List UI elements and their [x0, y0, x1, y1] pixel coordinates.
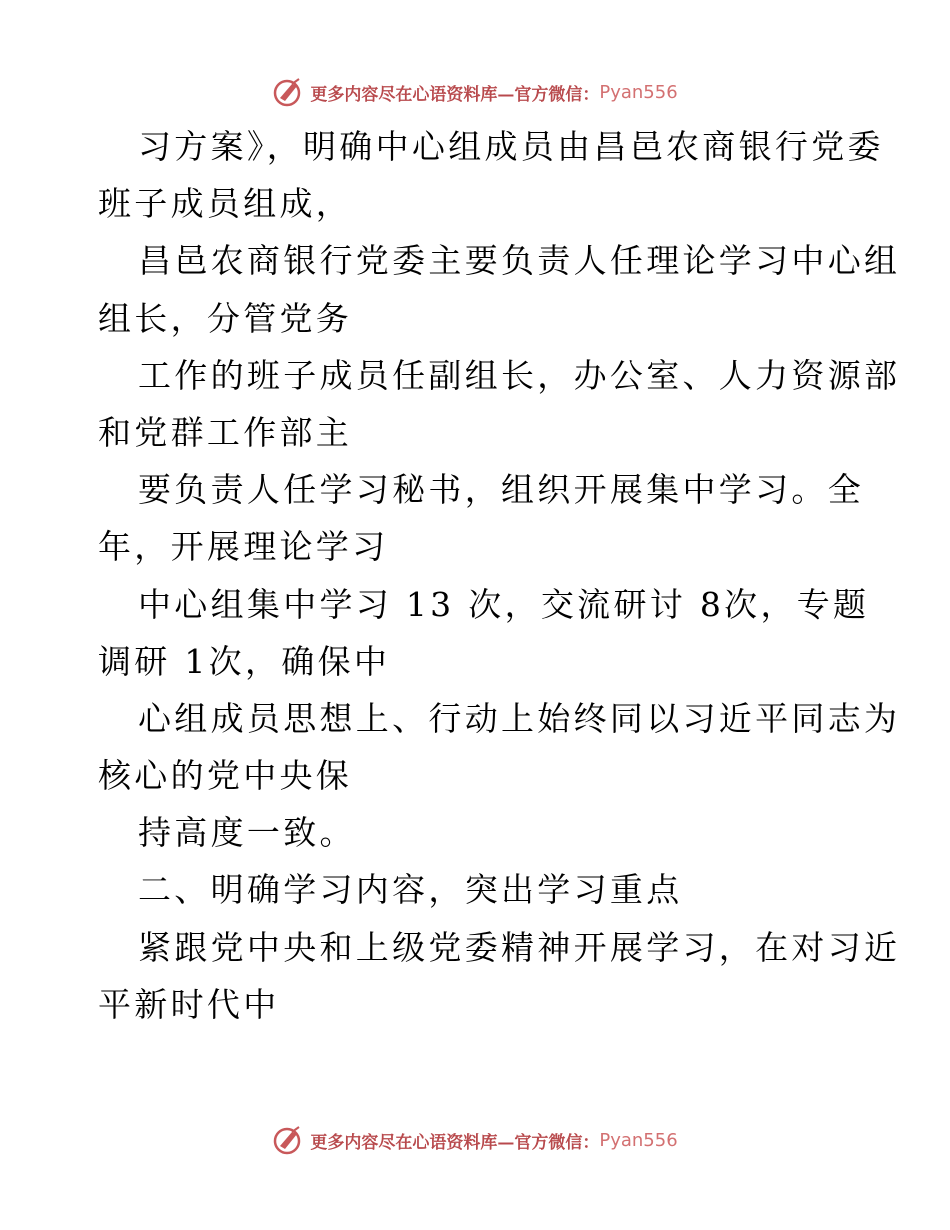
body-line: 心组成员思想上、行动上始终同以习近平同志为 — [138, 698, 901, 738]
body-line: 要负责人任学习秘书，组织开展集中学习。全 — [138, 470, 864, 510]
watermark-text: 更多内容尽在心语资料库—官方微信： — [310, 1132, 600, 1153]
body-line: 中心组集中学习 13 次，交流研讨 8次，专题 — [138, 584, 870, 624]
body-line: 工作的班子成员任副组长，办公室、人力资源部 — [138, 355, 901, 395]
watermark-text: 更多内容尽在心语资料库—官方微信： — [310, 84, 600, 105]
watermark-wechat-id: Pyan556 — [599, 1129, 678, 1151]
body-line: 组长，分管党务 — [98, 298, 353, 338]
body-line: 核心的党中央保 — [98, 756, 353, 796]
body-line: 调研 1次，确保中 — [98, 641, 391, 681]
body-line: 习方案》，明确中心组成员由昌邑农商银行党委 — [138, 127, 884, 166]
header-watermark — [0, 72, 950, 112]
body-line: 紧跟党中央和上级党委精神开展学习，在对习近 — [138, 927, 901, 967]
body-line: 平新时代中 — [98, 984, 280, 1024]
body-line: 二、明确学习内容，突出学习重点 — [138, 870, 683, 910]
body-line: 昌邑农商银行党委主要负责人任理论学习中心组 — [138, 241, 901, 281]
pen-in-circle-icon — [272, 76, 304, 108]
pen-in-circle-icon — [272, 1124, 304, 1156]
body-line: 持高度一致。 — [138, 813, 356, 853]
watermark-wechat-id: Pyan556 — [599, 81, 678, 103]
body-line: 班子成员组成， — [98, 184, 353, 224]
footer-watermark — [0, 1120, 950, 1160]
body-line: 年，开展理论学习 — [98, 527, 389, 567]
document-body — [98, 118, 901, 1033]
body-line: 和党群工作部主 — [98, 412, 353, 452]
